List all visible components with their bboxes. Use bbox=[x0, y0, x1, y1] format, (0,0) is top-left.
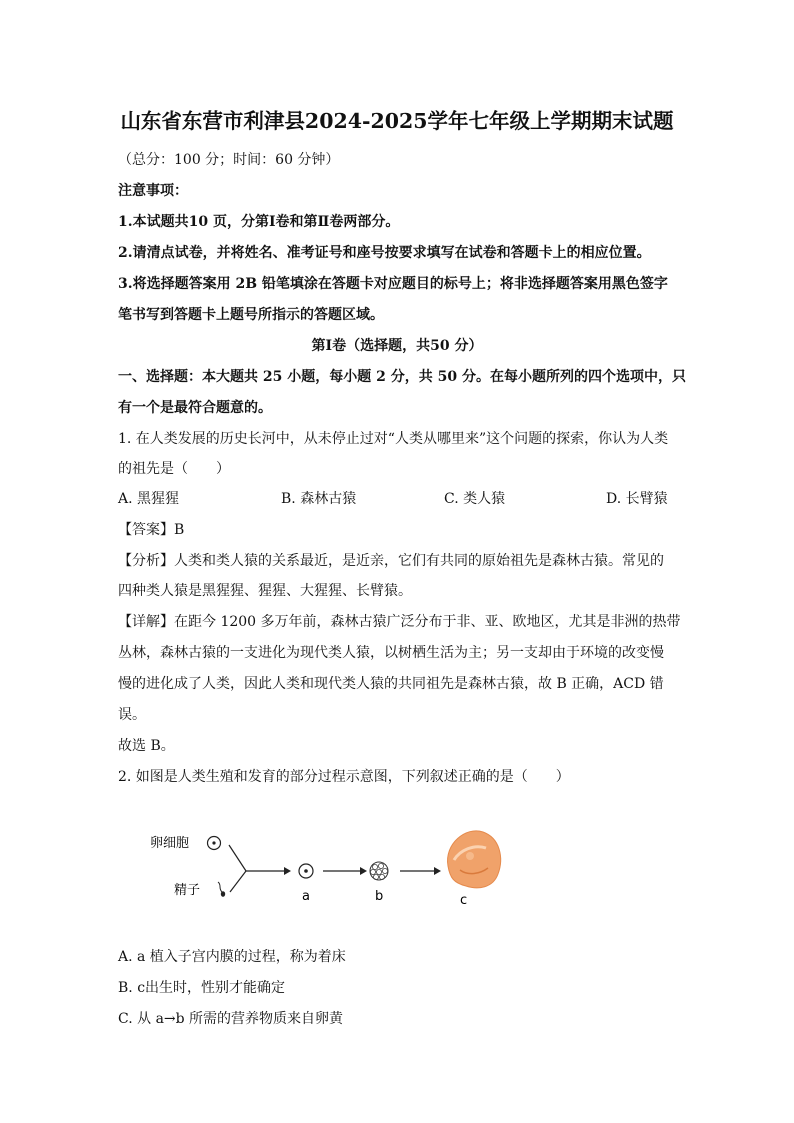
reproduction-diagram bbox=[148, 826, 508, 916]
egg-label: 卵细胞 bbox=[150, 836, 190, 851]
notes-heading: 注意事项： bbox=[118, 183, 188, 199]
q1-answer: 【答案】B bbox=[118, 522, 185, 538]
page-title: 山东省东营市利津县2024-2025学年七年级上学期期末试题 bbox=[120, 109, 674, 133]
arrow-b-to-c bbox=[400, 867, 441, 875]
q1-analysis-1: 【分析】人类和类人猿的关系最近，是近亲，它们有共同的原始祖先是森林古猿。常见的 bbox=[118, 553, 664, 569]
embryo-icon bbox=[448, 831, 501, 888]
part-heading-1: 一、选择题：本大题共 25 小题，每小题 2 分，共 50 分。在每小题所列的四个选项中，只 bbox=[118, 369, 686, 385]
q1-option-a: A. 黑猩猩 bbox=[118, 491, 180, 507]
subtitle: （总分：100 分；时间：60 分钟） bbox=[118, 152, 340, 168]
part-heading-2: 有一个是最符合题意的。 bbox=[118, 400, 272, 416]
note-3-cont: 笔书写到答题卡上题号所指示的答题区域。 bbox=[118, 307, 384, 323]
q1-option-b: B. 森林古猿 bbox=[281, 491, 357, 507]
q1-stem-2: 的祖先是（ ） bbox=[118, 461, 230, 477]
sperm-icon bbox=[218, 882, 225, 897]
q1-detail-3: 慢的进化成了人类，因此人类和现代类人猿的共同祖先是森林古猿，故 B 正确，ACD 错 bbox=[118, 676, 664, 692]
section-title: 第Ⅰ卷（选择题，共50 分） bbox=[311, 338, 483, 354]
note-3: 3.将选择题答案用 2B 铅笔填涂在答题卡对应题目的标号上；将非选择题答案用黑色签字 bbox=[118, 276, 668, 292]
zygote-icon bbox=[299, 864, 313, 878]
q1-option-d: D. 长臂猿 bbox=[606, 491, 668, 507]
q2-stem: 2. 如图是人类生殖和发育的部分过程示意图，下列叙述正确的是（ ） bbox=[118, 769, 570, 785]
q2-option-a: A. a 植入子宫内膜的过程，称为着床 bbox=[118, 949, 346, 965]
q1-detail-1: 【详解】在距今 1200 多万年前，森林古猿广泛分布于非、亚、欧地区，尤其是非洲的热带 bbox=[118, 614, 681, 630]
label-c: c bbox=[460, 893, 468, 908]
cell-ball-icon bbox=[370, 862, 388, 880]
q1-analysis-2: 四种类人猿是黑猩猩、猩猩、大猩猩、长臂猿。 bbox=[118, 583, 412, 599]
q1-stem-1: 1. 在人类发展的历史长河中，从未停止过对“人类从哪里来”这个问题的探索，你认为人类 bbox=[118, 431, 669, 447]
note-2: 2.请清点试卷，并将姓名、准考证号和座号按要求填写在试卷和答题卡上的相应位置。 bbox=[118, 245, 651, 261]
q1-detail-4: 误。 bbox=[118, 707, 146, 723]
converging-lines bbox=[229, 845, 291, 892]
egg-cell-icon bbox=[208, 837, 221, 850]
label-b: b bbox=[375, 889, 384, 904]
q1-option-c: C. 类人猿 bbox=[444, 491, 506, 507]
q1-conclusion: 故选 B。 bbox=[118, 738, 175, 754]
arrow-a-to-b bbox=[323, 867, 367, 875]
q2-option-b: B. c出生时，性别才能确定 bbox=[118, 980, 286, 996]
q2-option-c: C. 从 a→b 所需的营养物质来自卵黄 bbox=[118, 1011, 344, 1027]
sperm-label: 精子 bbox=[174, 883, 201, 898]
q1-detail-2: 丛林，森林古猿的一支进化为现代类人猿，以树栖生活为主；另一支却由于环境的改变慢 bbox=[118, 645, 664, 661]
note-1: 1.本试题共10 页，分第Ⅰ卷和第Ⅱ卷两部分。 bbox=[118, 214, 400, 230]
label-a: a bbox=[302, 889, 310, 904]
